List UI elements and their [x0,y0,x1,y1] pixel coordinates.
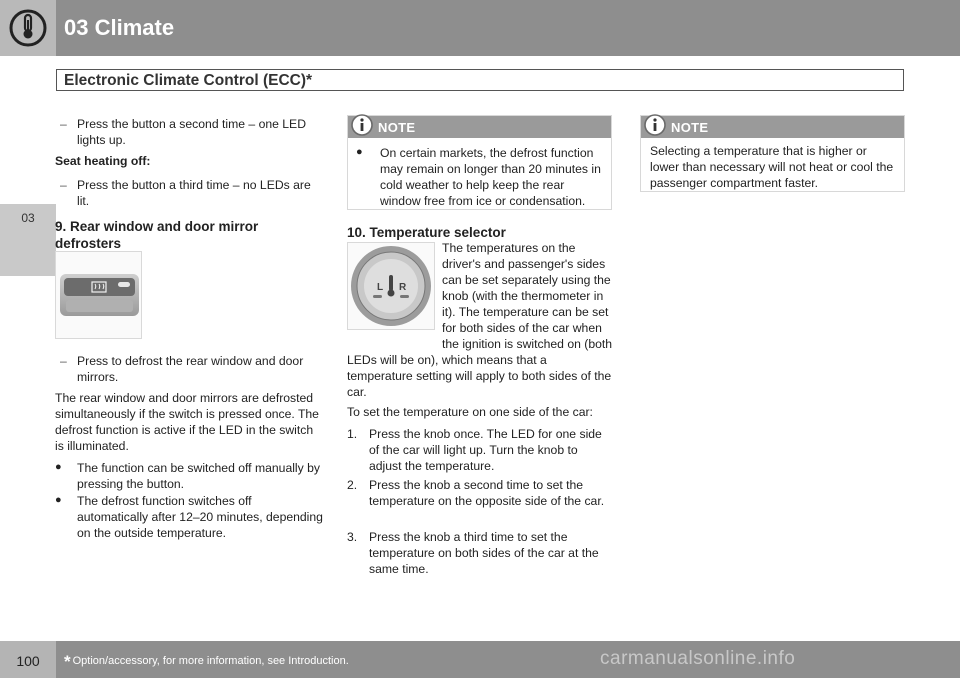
chapter-title: 03 Climate [64,15,175,40]
info-icon [350,113,374,137]
step-number: 1. [347,427,358,441]
one-side-intro: To set the temperature on one side of the car: [347,405,593,419]
page-subtitle: Electronic Climate Control (ECC)* [64,72,313,89]
temperature-text: The temperatures on the driver's and passenger's sides can be set separately using the knob (with the thermometer in it). The temperature can be set for both sides of the car when the ignition is switched on (both LEDs will be on), which means that a temperature setting will apply to both sides of the car. [347,241,613,399]
defrost-paragraph: The rear window and door mirrors are defrosted simultaneously if the switch is pressed once. The defrost function is active if the LED in the switch is illuminated. [55,391,319,453]
dash-marker: – [60,178,67,192]
step-item [347,426,613,474]
page-number: 100 [16,653,40,669]
bullet-item [55,493,325,541]
chapter-icon-box [0,0,56,56]
step-item [347,529,613,577]
seat-heating-off-heading: Seat heating off: [55,154,151,168]
note-text: On certain markets, the defrost function may remain on longer than 20 minutes in cold weather to help keep the rear window free from ice or condensation. [380,146,601,208]
bullet-text: The function can be switched off manually by pressing the button. [77,461,320,491]
watermark: carmanualsonline.info [600,648,796,669]
note-box [347,115,612,210]
item-text: Press the button a third time – no LEDs are lit. [77,178,311,208]
bullet-item [55,460,325,492]
dash-marker: – [60,117,67,131]
step-text: Press the knob a third time to set the temperature on both sides of the car at the same time. [369,530,599,576]
note-header [348,116,611,138]
knob-l-label: L [377,282,384,293]
bullet-marker: ● [55,461,62,473]
bullet-marker: ● [55,494,62,506]
note-text: Selecting a temperature that is higher or lower than necessary will not heat or cool the passenger compartment faster. [650,144,894,190]
list-item [60,177,325,209]
list-item [60,116,325,148]
temperature-paragraph [347,240,613,400]
step-text: Press the knob a second time to set the temperature on the opposite side of the car. [369,478,605,508]
dash-marker: – [60,354,67,368]
step-text: Press the knob once. The LED for one side of the car will light up. Turn the knob to adjust the temperature. [369,427,602,473]
thermometer-icon [0,0,56,56]
knob-r-label: R [399,282,407,293]
note-label: NOTE [378,120,416,135]
section-9-heading: 9. Rear window and door mirror defrosters [55,219,259,251]
section-tab-number: 03 [21,211,35,225]
footnote-star: * [64,652,71,671]
info-icon [643,113,667,137]
section-10-heading: 10. Temperature selector [347,225,506,240]
item-text: Press to defrost the rear window and door mirrors. [77,354,304,384]
note-box [640,115,905,192]
note-header [641,116,904,138]
bullet-text: The defrost function switches off automatically after 12–20 minutes, depending on the outside temperature. [77,494,323,540]
footer-note [64,652,349,672]
step-item [347,477,613,509]
list-item [60,353,325,385]
step-number: 3. [347,530,358,544]
bullet-marker: ● [356,146,363,158]
step-number: 2. [347,478,358,492]
defrost-button-image [55,251,142,339]
bullet-item [356,145,606,209]
footer-note-text: Option/accessory, for more information, see Introduction. [72,655,349,667]
item-text: Press the button a second time – one LED lights up. [77,117,306,147]
note-label: NOTE [671,120,709,135]
